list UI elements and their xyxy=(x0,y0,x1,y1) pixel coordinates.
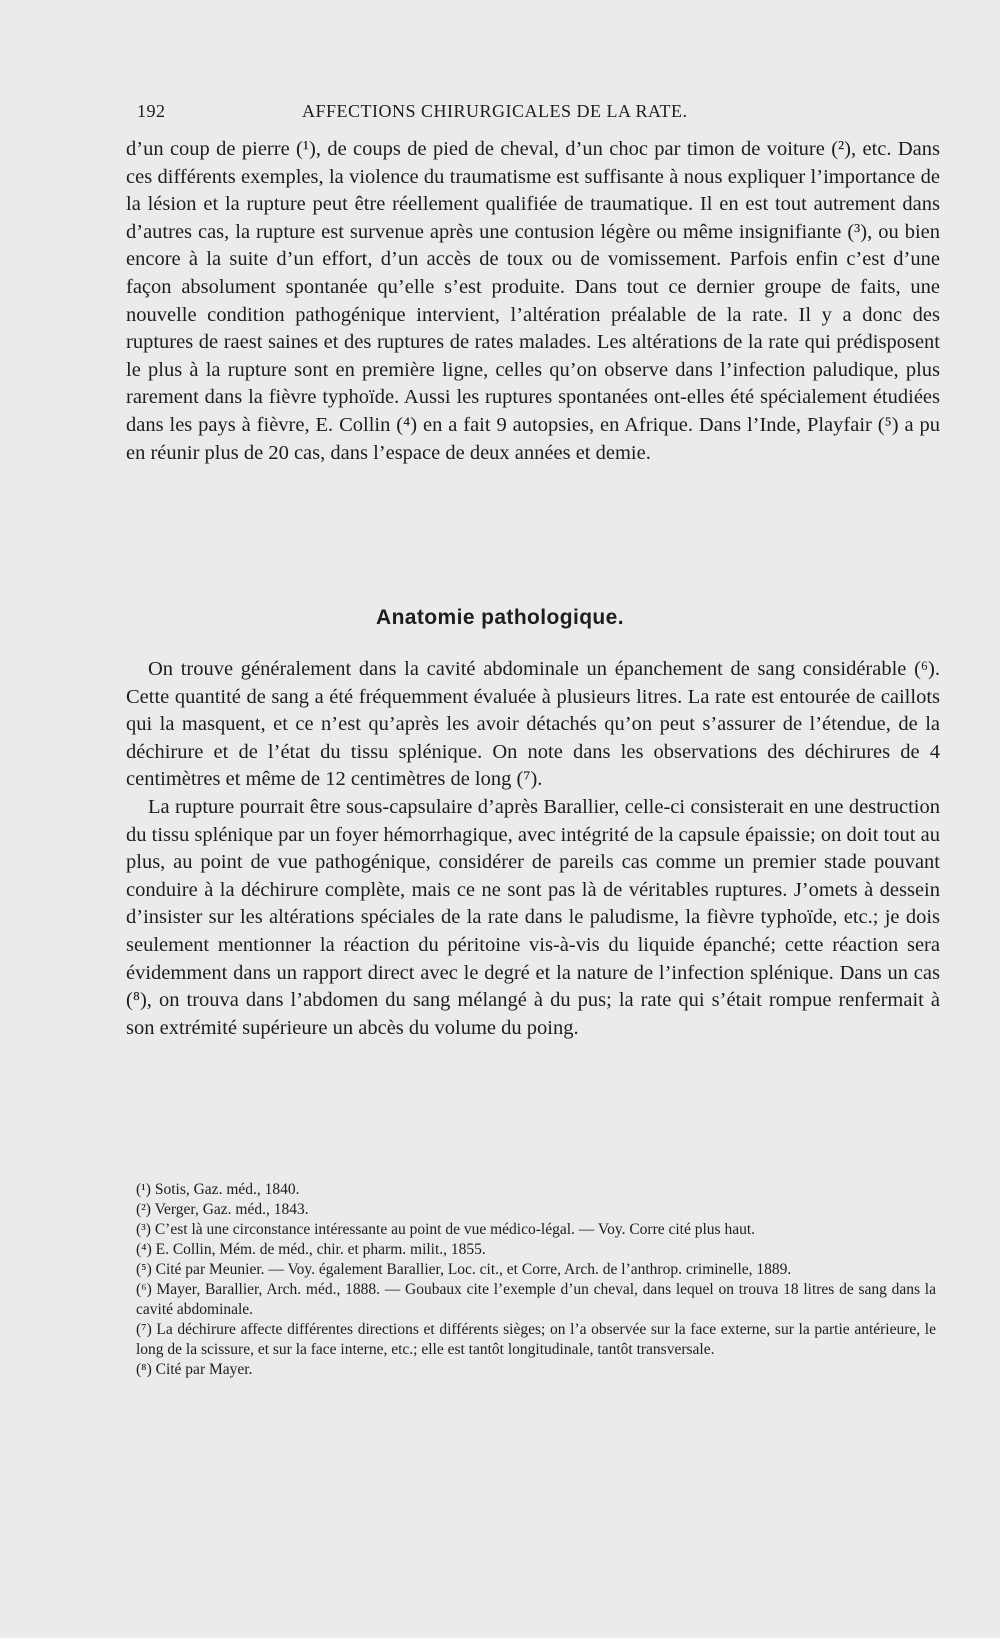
footnotes xyxy=(136,1180,936,1380)
footnote: (⁴) E. Collin, Mém. de méd., chir. et pharm. milit., 1855. xyxy=(136,1241,486,1258)
footnote: (²) Verger, Gaz. méd., 1843. xyxy=(136,1201,309,1218)
footnote: (⁸) Cité par Mayer. xyxy=(136,1361,253,1378)
footnote: (¹) Sotis, Gaz. méd., 1840. xyxy=(136,1181,300,1198)
section-paragraph-2: La rupture pourrait être sous-capsulaire d’après Barallier, celle-ci consisterait en une destruction du tissu splénique par un foyer hémorrhagique, avec intégrité de la capsule épaissie; on doit tout au plus, au point de vue pathogénique, considérer de pareils cas comme un premier stade pouvant conduire à la déchirure complète, mais ce ne sont pas là de véritables ruptures. J’omets à dessein d’insister sur les altérations spéciales de la rate dans le paludisme, la fièvre typhoïde, etc.; je dois seulement mentionner la réaction du péritoine vis-à-vis du liquide épanché; cette réaction sera évidemment dans un rapport direct avec le degré et la nature de l’infection splénique. Dans un cas (⁸), on trouva dans l’abdomen du sang mélangé à du pus; la rate qui s’était rompue renfermait à son extrémité supérieure un abcès du volume du poing. xyxy=(126,795,940,1039)
footnote: (⁶) Mayer, Barallier, Arch. méd., 1888. — Goubaux cite l’exemple d’un cheval, dans lequel on trouva 18 litres de sang dans la cavité abdominale. xyxy=(136,1281,936,1318)
intro-text xyxy=(126,136,940,467)
running-title: AFFECTIONS CHIRURGICALES DE LA RATE. xyxy=(302,101,688,121)
intro-paragraph: d’un coup de pierre (¹), de coups de pied de cheval, d’un choc par timon de voiture (²), etc. Dans ces différents exemples, la violence du traumatisme est suffisante à nous expliquer l’importance de la lésion et la rupture peut être réellement qualifiée de traumatique. Il en est tout autrement dans d’autres cas, la rupture est survenue après une contusion légère ou même insignifiante (³), ou bien encore à la suite d’un effort, d’un accès de toux ou de vomissement. Parfois enfin c’est d’une façon absolument spontanée qu’elle s’est produite. Dans tout ce dernier groupe de faits, une nouvelle condition pathogénique intervient, l’altération préalable de la rate. Il y a donc des ruptures de raest saines et des ruptures de rates malades. Les altérations de la rate qui prédisposent le plus à la rupture sont en première ligne, celles qu’on observe dans l’infection paludique, plus rarement dans la fièvre typhoïde. Aussi les ruptures spontanées ont-elles été spécialement étudiées dans les pays à fièvre, E. Collin (⁴) en a fait 9 autopsies, en Afrique. Dans l’Inde, Playfair (⁵) a pu en réunir plus de 20 cas, dans l’espace de deux années et demie. xyxy=(126,138,940,464)
footnote: (⁷) La déchirure affecte différentes directions et différents sièges; on l’a observée sur la face externe, sur la partie antérieure, le long de la scissure, et sur la face interne, etc.; elle est tantôt longitudinale, tantôt transversale. xyxy=(136,1321,936,1358)
page-number: 192 xyxy=(137,101,166,121)
footnote: (⁵) Cité par Meunier. — Voy. également Barallier, Loc. cit., et Corre, Arch. de l’anthrop. criminelle, 1889. xyxy=(136,1261,792,1278)
section-paragraph-1: On trouve généralement dans la cavité abdominale un épanchement de sang considérable (⁶). Cette quantité de sang a été fréquemment évaluée à plusieurs litres. La rate est entourée de caillots qui la masquent, et ce n’est qu’après les avoir détachés qu’on peut s’assurer de l’étendue, de la déchirure et de l’état du tissu splénique. On note dans les observations des déchirures de 4 centimètres et même de 12 centimètres de long (⁷). xyxy=(126,658,940,791)
footnote: (³) C’est là une circonstance intéressante au point de vue médico-légal. — Voy. Corre cité plus haut. xyxy=(136,1221,756,1238)
section-heading: Anatomie pathologique. xyxy=(376,606,624,629)
section-text xyxy=(126,656,940,1042)
